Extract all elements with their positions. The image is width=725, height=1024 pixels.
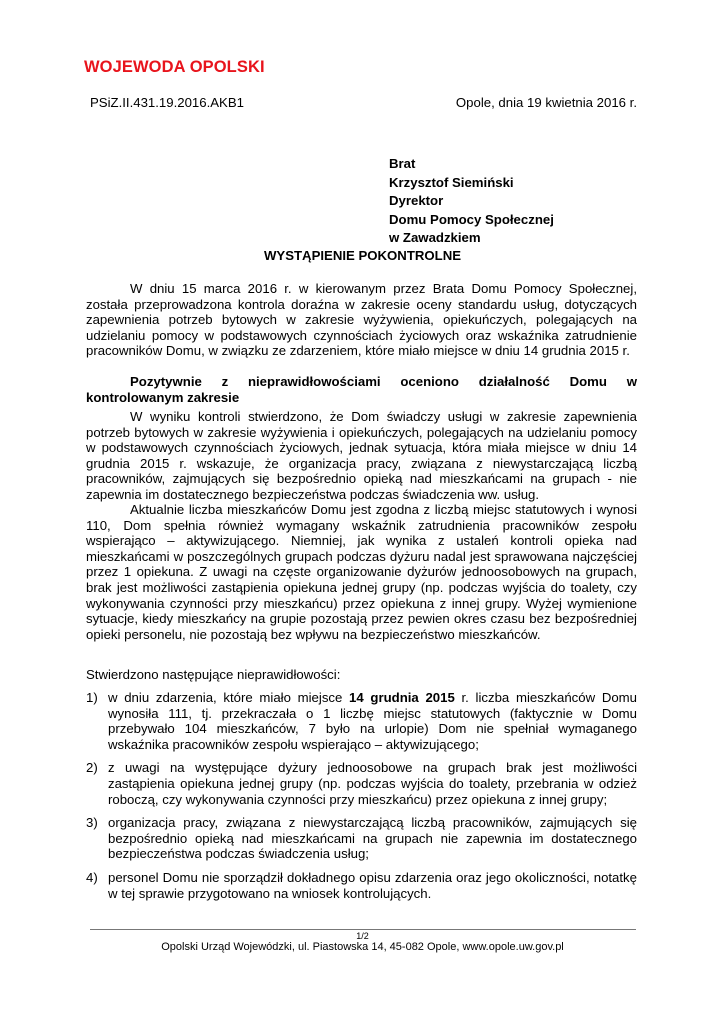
paragraph-staffing: Aktualnie liczba mieszkańców Domu jest zgodna z liczbą miejsc statutowych i wynosi 110, Dom spełnia również wymagany wskaźnik zatrudnienia pracowników zespołu wspierająco – aktywizującego. Niemniej, jak wynika z ustaleń kontroli opieka nad mieszkańcami w poszczególnych grupach podczas dyżuru nadal jest sprawowana najczęściej przez 1 opiekuna. Z uwagi na częste organizowanie dyżurów jednoosobowych na grupach, brak jest możliwości zastąpienia opiekuna jednej grupy (np. podczas wyjścia do toalety, czy wykonywania czynności przy mieszkańcu) przez opiekuna z innej grupy. Wyżej wymienione sytuacje, kiedy mieszkańcy na grupie pozostają przez pewien okres czasu bez bezpośredniej opieki personelu, nie pozostają bez wpływu na bezpieczeństwo mieszkańców. (86, 502, 637, 642)
findings-intro: Stwierdzono następujące nieprawidłowości: (86, 667, 341, 682)
place-date: Opole, dnia 19 kwietnia 2016 r. (455, 95, 637, 110)
page-number: 1/2 (356, 931, 369, 941)
paragraph-assessment: Pozytywnie z nieprawidłowościami oceniono działalność Domu w kontrolowanym zakresie (86, 374, 637, 405)
footer-divider (90, 929, 636, 930)
list-text: z uwagi na występujące dyżury jednoosobowe na grupach brak jest możliwości zastąpienia opiekuna jednej grupy (np. podczas wyjścia do toalety, przebrania w odzież roboczą, czy wykonywania czynności przy mieszkańcu) przez opiekuna z innej grupy; (108, 760, 637, 807)
addressee-line: Brat (389, 156, 416, 171)
addressee-line: Dyrektor (389, 193, 444, 208)
list-text (108, 690, 637, 752)
list-item (86, 870, 637, 901)
paragraph-findings-summary: W wyniku kontroli stwierdzono, że Dom świadczy usługi w zakresie zapewnienia potrzeb bytowych w zakresie wyżywienia i opiekuńczych, polegających na udzielaniu pomocy w podstawowych czynnościach życiowych, jednak sytuacja, która miała miejsce w dniu 14 grudnia 2015 r. wskazuje, że organizacja pracy, związana z niewystarczającą liczbą pracowników, zajmujących się bezpośrednio opieką nad mieszkańcami na grupach - nie zapewnia im dostatecznego bezpieczeństwa podczas świadczenia ww. usług. (86, 409, 637, 502)
institution-header: WOJEWODA OPOLSKI (84, 58, 265, 76)
paragraph-intro: W dniu 15 marca 2016 r. w kierowanym przez Brata Domu Pomocy Społecznej, została przeprowadzona kontrola doraźna w zakresie oceny standardu usług, dotyczących zapewnienia potrzeb bytowych w zakresie wyżywienia, opiekuńczych, polegających na udzielaniu pomocy w podstawowych czynnościach życiowych oraz wskaźnika zatrudnienie pracowników Domu, w związku ze zdarzeniem, które miało miejsce w dniu 14 grudnia 2015 r. (86, 281, 637, 359)
findings-list (86, 690, 637, 909)
list-item (86, 760, 637, 807)
list-number: 2) (86, 760, 98, 776)
list-number: 4) (86, 869, 98, 885)
addressee-line: Krzysztof Siemiński (389, 174, 514, 190)
reference-number: PSiZ.II.431.19.2016.AKB1 (90, 95, 244, 110)
list-text-part: r. liczba mieszkańców Domu wynosiła 111, tj. przekraczała o 1 liczbę miejsc statutowych (faktycznie w Domu przebywało 104 mieszkańców, 7 było na urlopie) Dom nie spełniał wymaganego wskaźnika pracowników zespołu wspierająco – aktywizującego; (108, 690, 637, 752)
list-text: personel Domu nie sporządził dokładnego opisu zdarzenia oraz jego okoliczności, notatkę w tej sprawie przygotowano na wniosek kontrolujących. (108, 869, 637, 901)
list-item (86, 815, 637, 862)
footer-address: Opolski Urząd Wojewódzki, ul. Piastowska 14, 45-082 Opole, www.opole.uw.gov.pl (161, 941, 564, 953)
addressee-line: Domu Pomocy Społecznej (389, 211, 554, 227)
list-text: organizacja pracy, związana z niewystarczającą liczbą pracowników, zajmujących się bezpośrednio opieką nad mieszkańcami na grupach nie zapewnia im dostatecznego bezpieczeństwa podczas świadczenia usług; (108, 815, 637, 862)
addressee-block (389, 155, 554, 248)
list-item (86, 690, 637, 752)
document-title: WYSTĄPIENIE POKONTROLNE (263, 248, 462, 263)
addressee-line: w Zawadzkiem (389, 230, 481, 245)
list-number: 3) (86, 815, 98, 831)
list-text-bold: 14 grudnia 2015 (349, 690, 455, 705)
list-text-part: w dniu zdarzenia, które miało miejsce (108, 690, 350, 705)
list-number: 1) (86, 690, 98, 705)
